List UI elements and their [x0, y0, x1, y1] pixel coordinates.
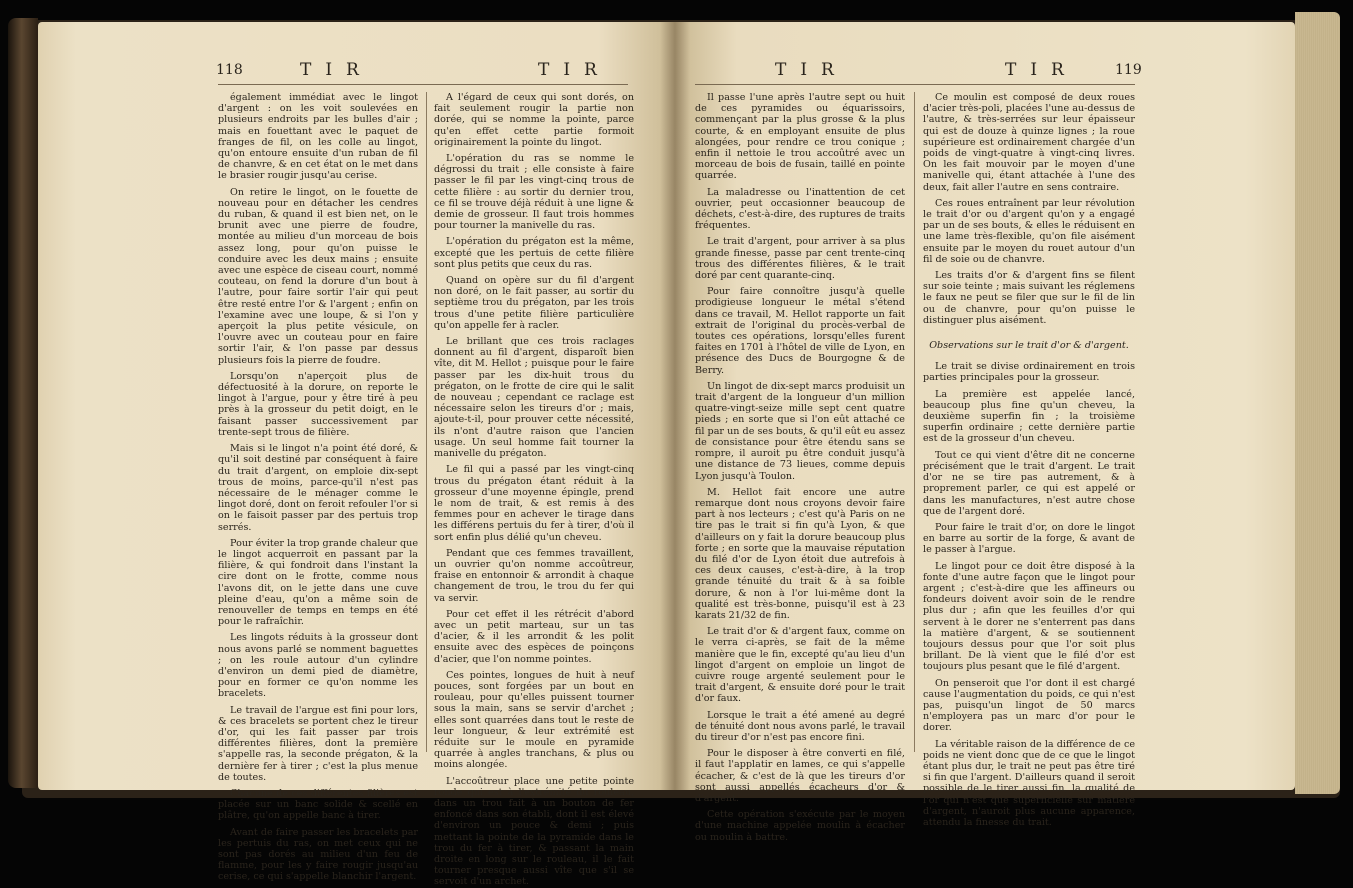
column-divider	[914, 92, 915, 752]
paragraph: Ces roues entraînent par leur révolution le trait d'or ou d'argent qu'on y a engagé par un de ses bouts, & elles le réduisent en une lame très-flexible, qu'on file aisément ensuite par le moyen du rouet autour d'un fil de soie ou de chanvre.	[923, 197, 1135, 265]
book-cover-edge	[8, 18, 38, 788]
paragraph: Pour cet effet il les rétrécit d'abord avec un petit marteau, sur un tas d'acier, & il les arrondit & les polit ensuite avec des espèces de poinçons d'acier, que l'on nomme pointes.	[434, 608, 634, 665]
left-page	[38, 22, 675, 888]
paragraph: Pour éviter la trop grande chaleur que le lingot acquerroit en passant par la filière, & qui fondroit dans l'instant la cire dont on le frotte, comme nous l'avons dit, on le jette dans une cuve pleine d'eau, qu'on a même soin de renouveller de temps en temps en été pour le rafraîchir.	[218, 537, 418, 628]
paragraph: Pour faire connoître jusqu'à quelle prodigieuse longueur le métal s'étend dans ce travail, M. Hellot rapporte un fait extrait de l'original du procès-verbal de toutes ces opérations, lorsqu'elles furent faites en 1701 à l'hôtel de ville de Lyon, en présence des Ducs de Bourgogne & de Berry.	[695, 286, 905, 376]
paragraph: L'opération du ras se nomme le dégrossi du trait ; elle consiste à faire passer le fil par les vingt-cinq trous de cette filière : au sortir du dernier trou, ce fil se trouve déjà réduit à une ligne & demie de grosseur. Il faut trois hommes pour tourner la manivelle du ras.	[434, 153, 634, 232]
paragraph: Lorsque le trait a été amené au degré de ténuité dont nous avons parlé, le travail du tireur d'or n'est pas encore fini.	[695, 709, 905, 743]
paragraph: Quand on opère sur du fil d'argent non doré, on le fait passer, au sortir du septième trou du prégaton, par les trois trous d'une petite filière particulière qu'on appelle fer à racler.	[434, 275, 634, 331]
running-header: TIR	[538, 60, 611, 80]
right-page	[675, 22, 1295, 843]
page-number: 118	[216, 62, 243, 78]
paragraph: également immédiat avec le lingot d'argent : on les voit soulevées en plusieurs endroits par les bulles d'air ; mais en fouettant avec le paquet de franges de fil, on les colle au lingot, qu'on entoure ensuite d'un ruban de fil de chanvre, & en cet état on le met dans le brasier rougir jusqu'au cerise.	[218, 92, 418, 182]
paragraph: La maladresse ou l'inattention de cet ouvrier, peut occasionner beaucoup de déchets, c'est-à-dire, des ruptures de traits fréquentes.	[695, 186, 906, 232]
text-column-1	[695, 92, 906, 843]
paragraph: La véritable raison de la différence de ce poids ne vient donc que de ce que le lingot étant plus dur, le trait ne peut pas être tiré si fin que l'argent. D'ailleurs quand il seroit possible de le tirer aussi fin, la qualité de l'or qui n'est que superficielle sur matière d'argent, n'auroit plus aucune apparence, attendu la finesse du trait.	[923, 738, 1135, 828]
paragraph: La première est appelée lancé, beaucoup plus fine qu'un cheveu, la deuxième superfin fin ; la troisième superfin ordinaire ; cette dernière partie est de la grosseur d'un cheveu.	[923, 388, 1135, 445]
book-gutter-shadow	[660, 22, 690, 790]
section-heading: Observations sur le trait d'or & d'argent.	[929, 340, 1129, 352]
column-divider	[426, 92, 427, 752]
paragraph: A l'égard de ceux qui sont dorés, on fait seulement rougir la partie non dorée, qui se nomme la pointe, parce qu'en effet cette partie formoit originairement la pointe du lingot.	[434, 92, 634, 148]
paragraph: Ces pointes, longues de huit à neuf pouces, sont forgées par un bout en rouleau, pour qu'elles puissent tourner sous la main, sans se servir d'archet ; elles sont quarrées dans tout le reste de leur longueur, & leur extrémité est réduite sur le moule en pyramide quarrée à angles tranchans, & plus ou moins alongée.	[434, 669, 634, 771]
paragraph: Pendant que ces femmes travaillent, un ouvrier qu'on nomme accoûtreur, fraise en entonnoir & arrondit à chaque changement de trou, le trou du fer qui va servir.	[434, 547, 634, 604]
header-rule	[218, 84, 628, 85]
paragraph: Pour le disposer à être converti en filé, il faut l'applatir en lames, ce qui s'appelle écacher, & c'est de là que les tireurs d'or sont aussi appellés écacheurs d'or & d'argent.	[695, 748, 905, 804]
running-header: TIR	[300, 60, 373, 80]
paragraph: M. Hellot fait encore une autre remarque dont nous croyons devoir faire part à nos lecteurs ; c'est qu'à Paris on ne tire pas le trait si fin qu'à Lyon, & que d'ailleurs on y fait la dorure beaucoup plus forte ; en sorte que la mauvaise réputation du filé d'or de Lyon étoit due autrefois à ces deux causes, c'est-à-dire, à la trop grande ténuité du trait & à sa foible dorure, & non à l'or lui-même dont la qualité est très-bonne, puisqu'il est à 23 karats 21/32 de fin.	[695, 486, 905, 621]
paragraph: Pour faire le trait d'or, on dore le lingot en barre au sortir de la forge, & avant de le passer à l'argue.	[923, 521, 1135, 556]
paragraph: Les lingots réduits à la grosseur dont nous avons parlé se nomment baguettes ; on les roule autour d'un cylindre d'environ un demi pied de diamètre, pour en former ce qu'on nomme les bracelets.	[218, 632, 418, 700]
paragraph: Cette opération s'exécute par le moyen d'une machine appelée moulin à écacher ou moulin à battre.	[695, 809, 905, 843]
page-block-edge	[1295, 12, 1340, 794]
paragraph: Le lingot pour ce doit être disposé à la fonte d'une autre façon que le lingot pour argent ; c'est-à-dire que les affineurs ou fondeurs doivent avoir soin de le rendre plus dur ; afin que les feuilles d'or qui servent à le dorer ne s'enterrent pas dans la matière d'argent, & se soutiennent toujours dessus pour que l'or soit plus brillant. De là vient que le filé d'or est toujours plus pesant que le filé d'argent.	[923, 560, 1135, 673]
paragraph: Lorsqu'on n'aperçoit plus de défectuosité à la dorure, on reporte le lingot à l'argue, pour y être tiré à peu près à la grosseur du petit doigt, en le faisant passer successivement par trente-sept trous de filière.	[218, 370, 418, 438]
text-column-2	[923, 92, 1135, 828]
paragraph: Il passe l'une après l'autre sept ou huit de ces pyramides ou équarissoirs, commençant par la plus grosse & la plus courte, & en employant ensuite de plus alongées, pour rendre ce trou conique ; enfin il nettoie le trou accoûtré avec un morceau de bois de fusain, taillé en pointe quarrée.	[695, 92, 905, 182]
paragraph: Le trait se divise ordinairement en trois parties principales pour la grosseur.	[923, 361, 1135, 384]
paragraph: Chacune de ces différentes filières est placée sur un banc solide & scellé en plâtre, qu'on appelle banc à tirer.	[218, 787, 418, 822]
paragraph: Le trait d'argent, pour arriver à sa plus grande finesse, passe par cent trente-cinq trous des différentes filières, & le trait doré par cent quarante-cinq.	[695, 236, 905, 282]
running-header: TIR	[1005, 60, 1078, 80]
header-rule	[695, 84, 1135, 85]
text-column-1	[218, 92, 418, 883]
paragraph: On penseroit que l'or dont il est chargé cause l'augmentation du poids, ce qui n'est pas, puisqu'un lingot de 50 marcs n'employera pas un marc d'or pour le dorer.	[923, 677, 1135, 734]
paragraph: Un lingot de dix-sept marcs produisit un trait d'argent de la longueur d'un million quatre-vingt-seize mille sept cent quatre pieds ; en sorte que si l'on eût attaché ce fil par un de ses bouts, & qu'il eût eu assez de consistance pour être étendu sans se rompre, il auroit pu être conduit jusqu'à une distance de 73 lieues, comme depuis Lyon jusqu'à Toulon.	[695, 380, 905, 482]
text-column-2	[434, 92, 634, 888]
paragraph: Tout ce qui vient d'être dit ne concerne précisément que le trait d'argent. Le trait d'or ne se tire pas autrement, & à proprement parler, ce qui est appelé or dans les manufactures, n'est autre chose que de l'argent doré.	[923, 449, 1135, 517]
paragraph: L'opération du prégaton est la même, excepté que les pertuis de cette filière sont plus petits que ceux du ras.	[434, 236, 634, 270]
paragraph: Le brillant que ces trois raclages donnent au fil d'argent, disparoît bien vîte, dit M. Hellot ; puisque pour le faire passer par les dix-huit trous du prégaton, on le frotte de cire qui le salit de nouveau ; cependant ce raclage est nécessaire selon les tireurs d'or ; mais, ajoute-t-il, pour prouver cette nécessité, ils n'ont d'autre raison que l'ancien usage. Un seul homme fait tourner la manivelle du prégaton.	[434, 336, 634, 460]
paragraph: Mais si le lingot n'a point été doré, & qu'il soit destiné par conséquent à faire du trait d'argent, on emploie dix-sept trous de moins, parce-qu'il n'est pas nécessaire de le ménager comme le lingot doré, dont on feroit refouler l'or si on le faisoit passer par des pertuis trop serrés.	[218, 443, 418, 533]
page-number: 119	[1115, 62, 1142, 78]
paragraph: Avant de faire passer les bracelets par les pertuis du ras, on met ceux qui ne sont pas dorés au milieu d'un feu de flamme, pour les y faire rougir jusqu'au cerise, ce qui s'appelle blanchir l'argent.	[218, 826, 418, 883]
running-header: TIR	[775, 60, 848, 80]
paragraph: On retire le lingot, on le fouette de nouveau pour en détacher les cendres du ruban, & quand il est bien net, on le brunit avec une pierre de foudre, montée au milieu d'un morceau de bois assez long, pour qu'on puisse le conduire avec les deux mains ; ensuite avec une espèce de ciseau court, nommé couteau, on fend la dorure d'un bout à l'autre, pour faire sortir l'air qui peut être resté entre l'or & l'argent ; enfin on l'examine avec une loupe, & si l'on y aperçoit la plus petite vésicule, on l'ouvre avec un couteau pour en faire sortir l'air, & l'on passe par dessus plusieurs fois la pierre de foudre.	[218, 186, 418, 366]
paragraph: Les traits d'or & d'argent fins se filent sur soie teinte ; mais suivant les réglemens le faux ne peut se filer que sur le fil de lin ou de chanvre, pour qu'on puisse le distinguer plus aisément.	[923, 270, 1135, 326]
paragraph: Le fil qui a passé par les vingt-cinq trous du prégaton étant réduit à la grosseur d'une moyenne épingle, prend le nom de trait, & est remis à des femmes pour en achever le tirage dans les différens pertuis du fer à tirer, d'où il sort enfin plus délié qu'un cheveu.	[434, 464, 634, 543]
paragraph: Le trait d'or & d'argent faux, comme on le verra ci-après, se fait de la même manière que le fin, excepté qu'au lieu d'un lingot d'argent on emploie un lingot de cuivre rouge argenté seulement pour le trait d'argent, & ensuite doré pour le trait d'or faux.	[695, 626, 905, 705]
paragraph: Le travail de l'argue est fini pour lors, & ces bracelets se portent chez le tireur d'or, qui les fait passer par trois différentes filières, dont la première s'appelle ras, la seconde prégaton, & la dernière fer à tirer ; c'est la plus menue de toutes.	[218, 704, 418, 783]
paragraph: L'accoûtreur place une petite pointe ronde qui est à l'extrémité du rouleau, dans un trou fait à un bouton de fer enfoncé dans son établi, dont il est élevé d'environ un pouce & demi ; puis mettant la pointe de la pyramide dans le trou du fer à tirer, & passant la main droite en long sur le rouleau, il le fait tourner presque aussi vîte que s'il se servoit d'un archet.	[434, 775, 634, 888]
paragraph: Ce moulin est composé de deux roues d'acier très-poli, placées l'une au-dessus de l'autre, & très-serrées sur leur épaisseur qui est de douze à quinze lignes ; la roue supérieure est ordinairement chargée d'un poids de vingt-quatre à vingt-cinq livres. On les fait mouvoir par le moyen d'une manivelle qui, étant attachée à l'une des deux, fait aller l'autre en sens contraire.	[923, 92, 1135, 193]
